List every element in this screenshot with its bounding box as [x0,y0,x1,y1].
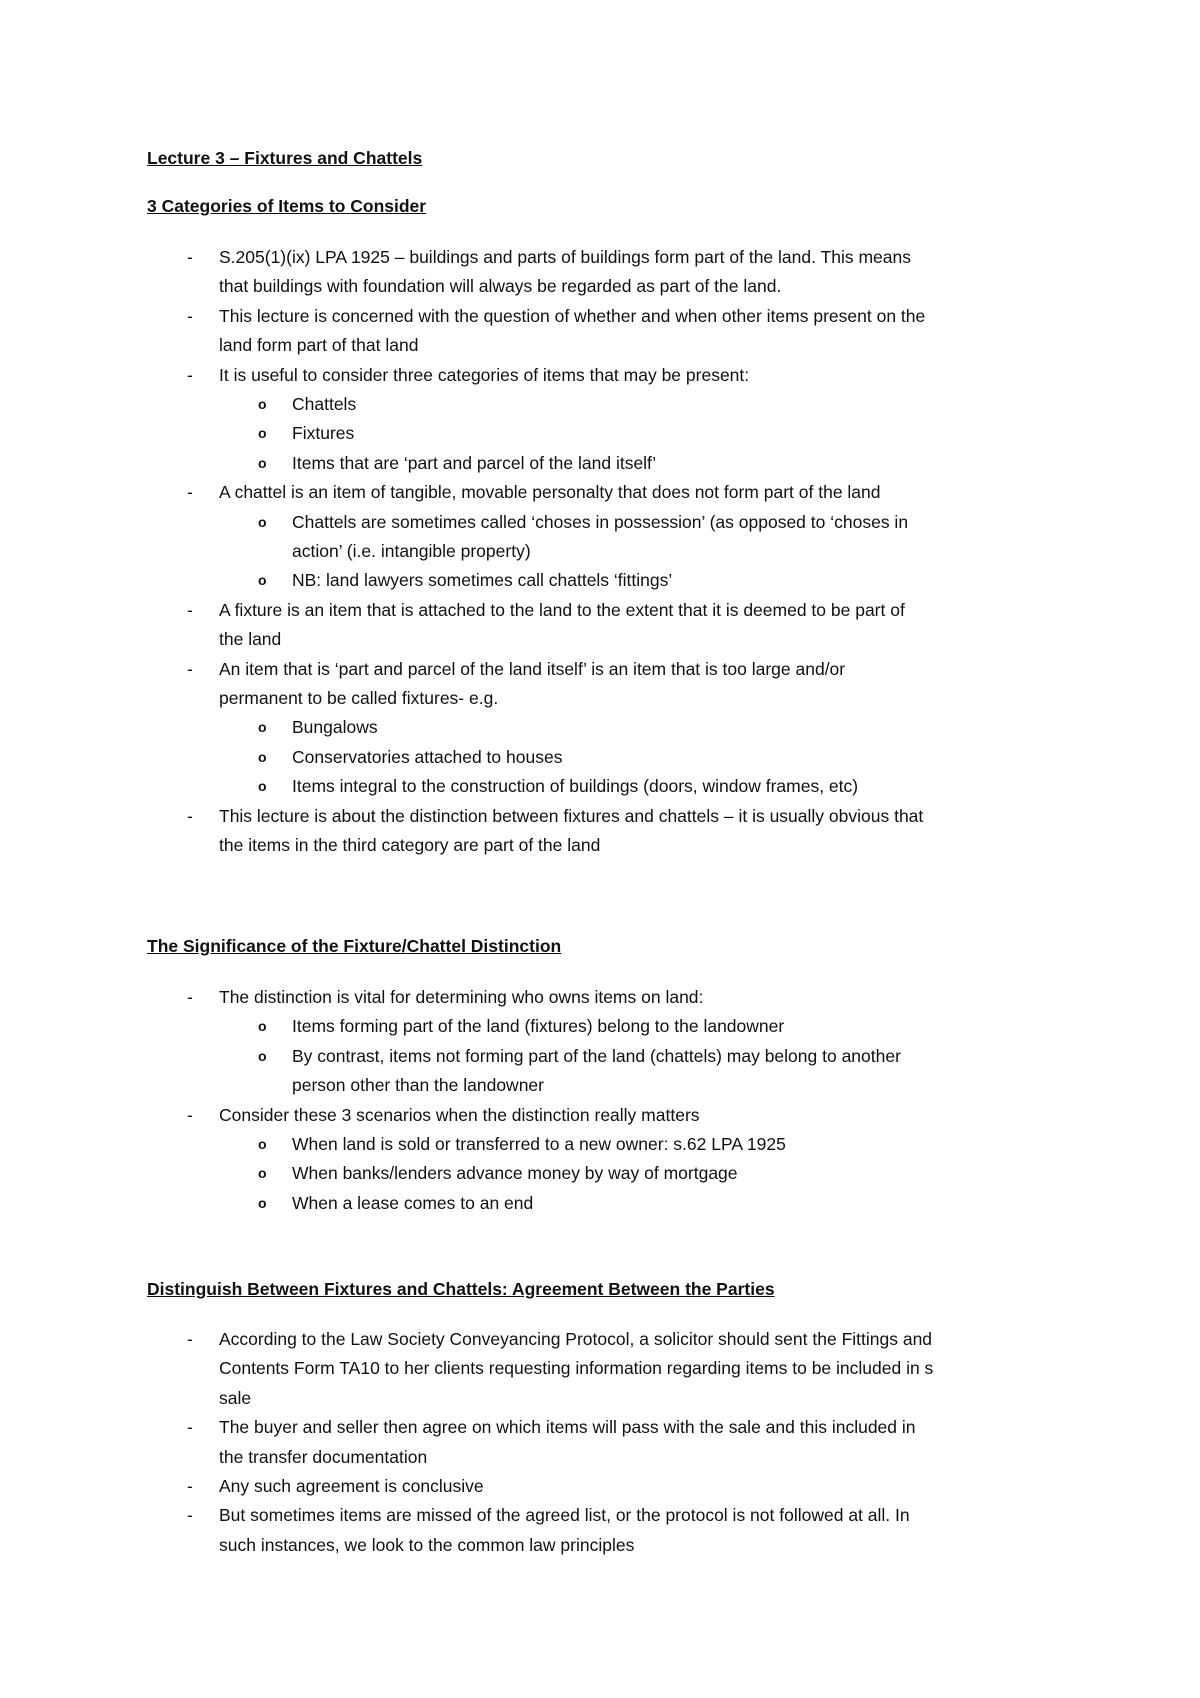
list-item-text: When a lease comes to an end [292,1193,534,1213]
list-item-text: But sometimes items are missed of the agreed list, or the protocol is not followed at all. In [219,1505,910,1525]
list-item-text: This lecture is about the distinction between fixtures and chattels – it is usually obvious that [219,806,924,826]
list-item-text: An item that is ‘part and parcel of the land itself’ is an item that is too large and/or [219,659,846,679]
list-item-line [0,1500,1200,1530]
list-item-text: land form part of that land [219,335,419,355]
list-item-line [0,418,1200,448]
list-item-line [0,830,1200,860]
list-item-line [0,242,1200,272]
bullet-marker: o [258,1165,267,1181]
list-item-text: The distinction is vital for determining who owns items on land: [219,987,704,1007]
dash-marker: - [187,1476,193,1496]
list-item-text: the items in the third category are part of the land [219,835,601,855]
dash-marker: - [187,306,193,326]
list-item-text: NB: land lawyers sometimes call chattels ‘fittings’ [292,570,673,590]
bullet-marker: o [258,1048,267,1064]
list-item-line [0,271,1200,301]
list-item-text: Consider these 3 scenarios when the distinction really matters [219,1105,700,1125]
list-item-line [0,1129,1200,1159]
list-item-text: Chattels are sometimes called ‘choses in possession’ (as opposed to ‘choses in [292,512,909,532]
bullet-marker: o [258,455,267,471]
list-item-line [0,683,1200,713]
list-item-line [0,565,1200,595]
list-item-line [0,1353,1200,1383]
list-item-line [0,982,1200,1012]
list-item-line [0,1100,1200,1130]
list-item-line [0,1530,1200,1560]
list-item-line [0,330,1200,360]
list-item-line [0,771,1200,801]
list-item-line [0,1188,1200,1218]
list-item-text: Contents Form TA10 to her clients requesting information regarding items to be included in s [219,1358,934,1378]
list-item-text: The buyer and seller then agree on which items will pass with the sale and this included in [219,1417,916,1437]
list-item-line [0,1070,1200,1100]
list-item-line [0,624,1200,654]
list-item-line [0,1471,1200,1501]
list-item-text: A fixture is an item that is attached to the land to the extent that it is deemed to be part of [219,600,905,620]
list-item-line [0,595,1200,625]
list-item-text: It is useful to consider three categories of items that may be present: [219,365,750,385]
section-heading-agreement: Distinguish Between Fixtures and Chattels: Agreement Between the Parties [147,1279,775,1299]
list-item-text: the land [219,629,282,649]
list-item-text: Chattels [292,394,357,414]
list-item-text: Any such agreement is conclusive [219,1476,484,1496]
list-item-text: person other than the landowner [292,1075,544,1095]
bullet-marker: o [258,1195,267,1211]
list-item-line [0,448,1200,478]
bullet-marker: o [258,778,267,794]
list-item-line [0,301,1200,331]
dash-marker: - [187,1505,193,1525]
list-item-line [0,1158,1200,1188]
list-item-line [0,507,1200,537]
list-item-text: that buildings with foundation will always be regarded as part of the land. [219,276,782,296]
dash-marker: - [187,659,193,679]
section-heading-significance: The Significance of the Fixture/Chattel Distinction [147,936,562,956]
list-item-line [0,801,1200,831]
bullet-marker: o [258,572,267,588]
dash-marker: - [187,987,193,1007]
dash-marker: - [187,600,193,620]
dash-marker: - [187,482,193,502]
list-item-text: According to the Law Society Conveyancing Protocol, a solicitor should sent the Fittings and [219,1329,933,1349]
dash-marker: - [187,365,193,385]
list-item-line [0,1442,1200,1472]
list-item-line [0,742,1200,772]
document-title: Lecture 3 – Fixtures and Chattels [147,148,423,168]
list-item-text: When land is sold or transferred to a new owner: s.62 LPA 1925 [292,1134,786,1154]
list-item-text: By contrast, items not forming part of the land (chattels) may belong to another [292,1046,901,1066]
dash-marker: - [187,1105,193,1125]
list-item-text: Items that are ‘part and parcel of the land itself’ [292,453,657,473]
bullet-marker: o [258,425,267,441]
bullet-marker: o [258,1136,267,1152]
dash-marker: - [187,247,193,267]
bullet-marker: o [258,514,267,530]
list-item-text: permanent to be called fixtures- e.g. [219,688,499,708]
list-item-text: sale [219,1388,252,1408]
list-item-line [0,1412,1200,1442]
list-item-text: such instances, we look to the common law principles [219,1535,635,1555]
list-item-line [0,1383,1200,1413]
list-item-line [0,360,1200,390]
dash-marker: - [187,806,193,826]
list-item-line [0,654,1200,684]
dash-marker: - [187,1417,193,1437]
list-item-text: Items integral to the construction of buildings (doors, window frames, etc) [292,776,859,796]
list-item-text: Conservatories attached to houses [292,747,563,767]
list-item-text: Bungalows [292,717,378,737]
list-item-text: Fixtures [292,423,355,443]
list-item-text: the transfer documentation [219,1447,428,1467]
list-item-line [0,1041,1200,1071]
list-item-line [0,389,1200,419]
bullet-marker: o [258,396,267,412]
list-item-text: This lecture is concerned with the question of whether and when other items present on the [219,306,926,326]
dash-marker: - [187,1329,193,1349]
bullet-marker: o [258,1018,267,1034]
bullet-marker: o [258,719,267,735]
list-item-line [0,1324,1200,1354]
list-item-text: S.205(1)(ix) LPA 1925 – buildings and parts of buildings form part of the land. This means [219,247,911,267]
list-item-text: Items forming part of the land (fixtures) belong to the landowner [292,1016,785,1036]
list-item-text: When banks/lenders advance money by way of mortgage [292,1163,738,1183]
list-item-line [0,477,1200,507]
list-item-line [0,1011,1200,1041]
list-item-text: action’ (i.e. intangible property) [292,541,531,561]
list-item-text: A chattel is an item of tangible, movable personalty that does not form part of the land [219,482,881,502]
list-item-line [0,712,1200,742]
section-heading-categories: 3 Categories of Items to Consider [147,196,427,216]
bullet-marker: o [258,749,267,765]
list-item-line [0,536,1200,566]
